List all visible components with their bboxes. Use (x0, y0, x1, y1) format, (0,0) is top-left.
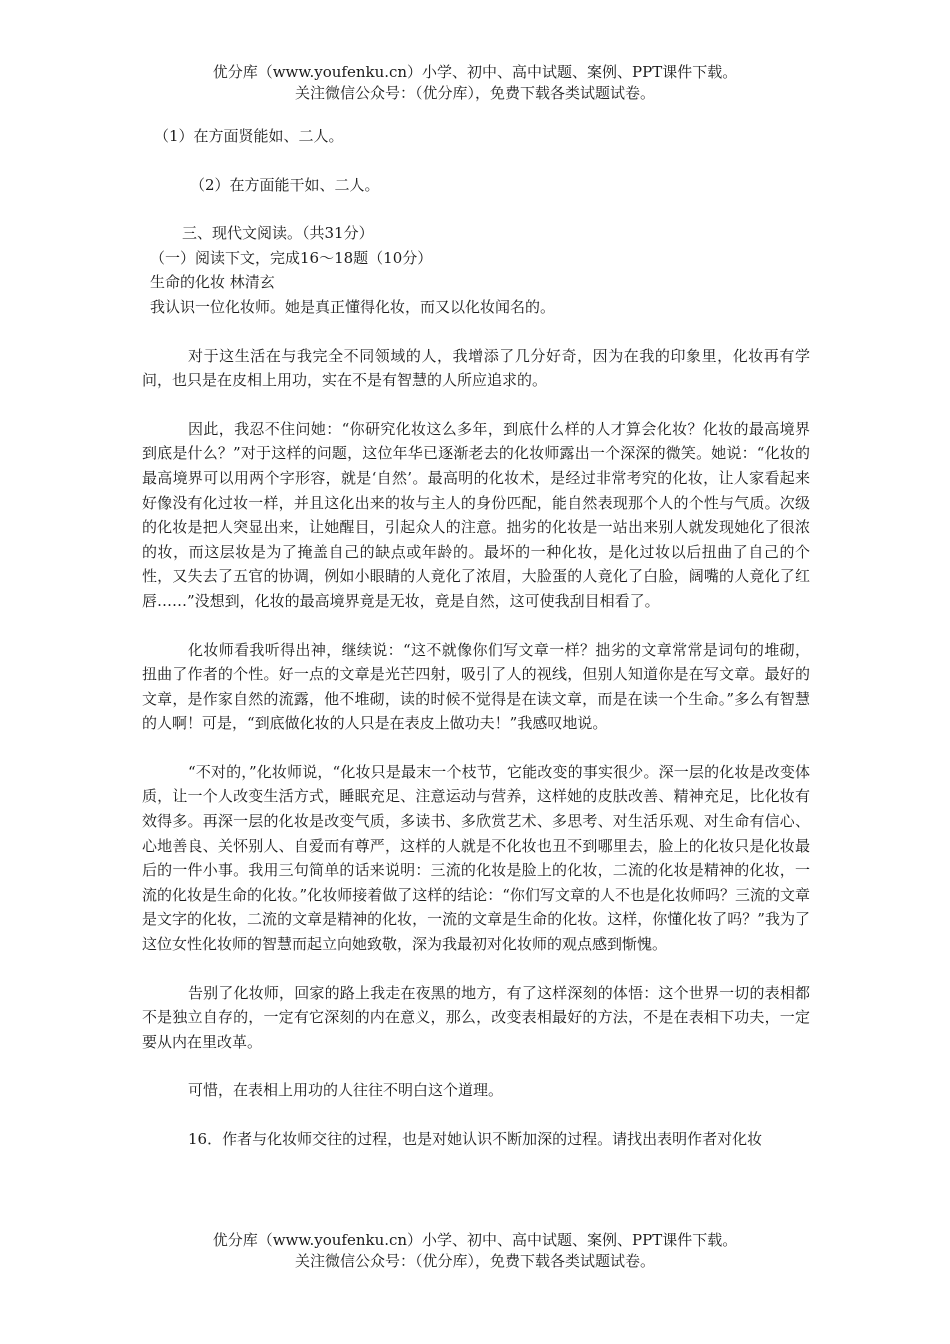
section-subtitle: （一）阅读下文，完成16～18题（10分） (150, 248, 433, 267)
paragraph-4: “不对的，”化妆师说，“化妆只是最末一个枝节，它能改变的事实很少。深一层的化妆是改变体质，让一个人改变生活方式，睡眠充足、注意运动与营养，这样她的皮肤改善、精神充足，比化妆有效得多。再深一层的化妆是改变气质，多读书、多欣赏艺术、多思考、对生活乐观、对生命有信心、心地善良、关怀别人、自爱而有尊严，这样的人就是不化妆也丑不到哪里去，脸上的化妆只是化妆最后的一件小事。我用三句简单的话来说明：三流的化妆是脸上的化妆，二流的化妆是精神的化妆，一流的化妆是生命的化妆。”化妆师接着做了这样的结论：“你们写文章的人不也是化妆师吗？三流的文章是文字的化妆，二流的文章是精神的化妆，一流的文章是生命的化妆。这样，你懂化妆了吗？”我为了这位女性化妆师的智慧而起立向她致敬，深为我最初对化妆师的观点感到惭愧。 (142, 762, 810, 954)
question-2: （2）在方面能干如、二人。 (190, 175, 380, 194)
article-title: 生命的化妆 林清玄 (150, 273, 275, 292)
header-line-1: 优分库（www.youfenku.cn）小学、初中、高中试题、案例、PPT课件下载。 (212, 63, 738, 81)
header-line-2: 关注微信公众号：（优分库），免费下载各类试题试卷。 (294, 84, 655, 102)
paragraph-5: 告别了化妆师，回家的路上我走在夜黑的地方，有了这样深刻的体悟：这个世界一切的表相都不是独立自存的，一定有它深刻的内在意义，那么，改变表相最好的方法，不是在表相下功夫，一定要从内在里改革。 (142, 983, 810, 1051)
page-footer (0, 1230, 950, 1272)
footer-line-2: 关注微信公众号：（优分库），免费下载各类试题试卷。 (294, 1252, 655, 1270)
paragraph-1: 对于这生活在与我完全不同领域的人，我增添了几分好奇，因为在我的印象里，化妆再有学问，也只是在皮相上用功，实在不是有智慧的人所应追求的。 (142, 346, 810, 390)
question-1: （1）在方面贤能如、二人。 (154, 127, 344, 145)
document-body (142, 124, 810, 1152)
question-16: 16．作者与化妆师交往的过程，也是对她认识不断加深的过程。请找出表明作者对化妆 (188, 1130, 763, 1148)
intro-paragraph: 我认识一位化妆师。她是真正懂得化妆，而又以化妆闻名的。 (150, 297, 556, 316)
section-title: 三、现代文阅读。（共31分） (182, 224, 374, 243)
page-header (0, 62, 950, 104)
paragraph-2: 因此，我忍不住问她：“你研究化妆这么多年，到底什么样的人才算会化妆？化妆的最高境界到底是什么？”对于这样的问题，这位年华已逐渐老去的化妆师露出一个深深的微笑。她说：“化妆的最高境界可以用两个字形容，就是‘自然’。最高明的化妆术，是经过非常考究的化妆，让人家看起来好像没有化过妆一样，并且这化出来的妆与主人的身份匹配，能自然表现那个人的个性与气质。次级的化妆是把人突显出来，让她醒目，引起众人的注意。拙劣的化妆是一站出来别人就发现她化了很浓的妆，而这层妆是为了掩盖自己的缺点或年龄的。最坏的一种化妆，是化过妆以后扭曲了自己的个性，又失去了五官的协调，例如小眼睛的人竟化了浓眉，大脸蛋的人竟化了白脸，阔嘴的人竟化了红唇……”没想到，化妆的最高境界竟是无妆，竟是自然，这可使我刮目相看了。 (142, 419, 810, 610)
paragraph-3: 化妆师看我听得出神，继续说：“这不就像你们写文章一样？拙劣的文章常常是词句的堆砌，扭曲了作者的个性。好一点的文章是光芒四射，吸引了人的视线，但别人知道你是在写文章。最好的文章，是作家自然的流露，他不堆砌，读的时候不觉得是在读文章，而是在读一个生命。”多么有智慧的人啊！可是，“到底做化妆的人只是在表皮上做功夫！”我感叹地说。 (142, 640, 810, 733)
footer-line-1: 优分库（www.youfenku.cn）小学、初中、高中试题、案例、PPT课件下载。 (212, 1231, 738, 1249)
paragraph-6: 可惜，在表相上用功的人往往不明白这个道理。 (188, 1081, 504, 1100)
